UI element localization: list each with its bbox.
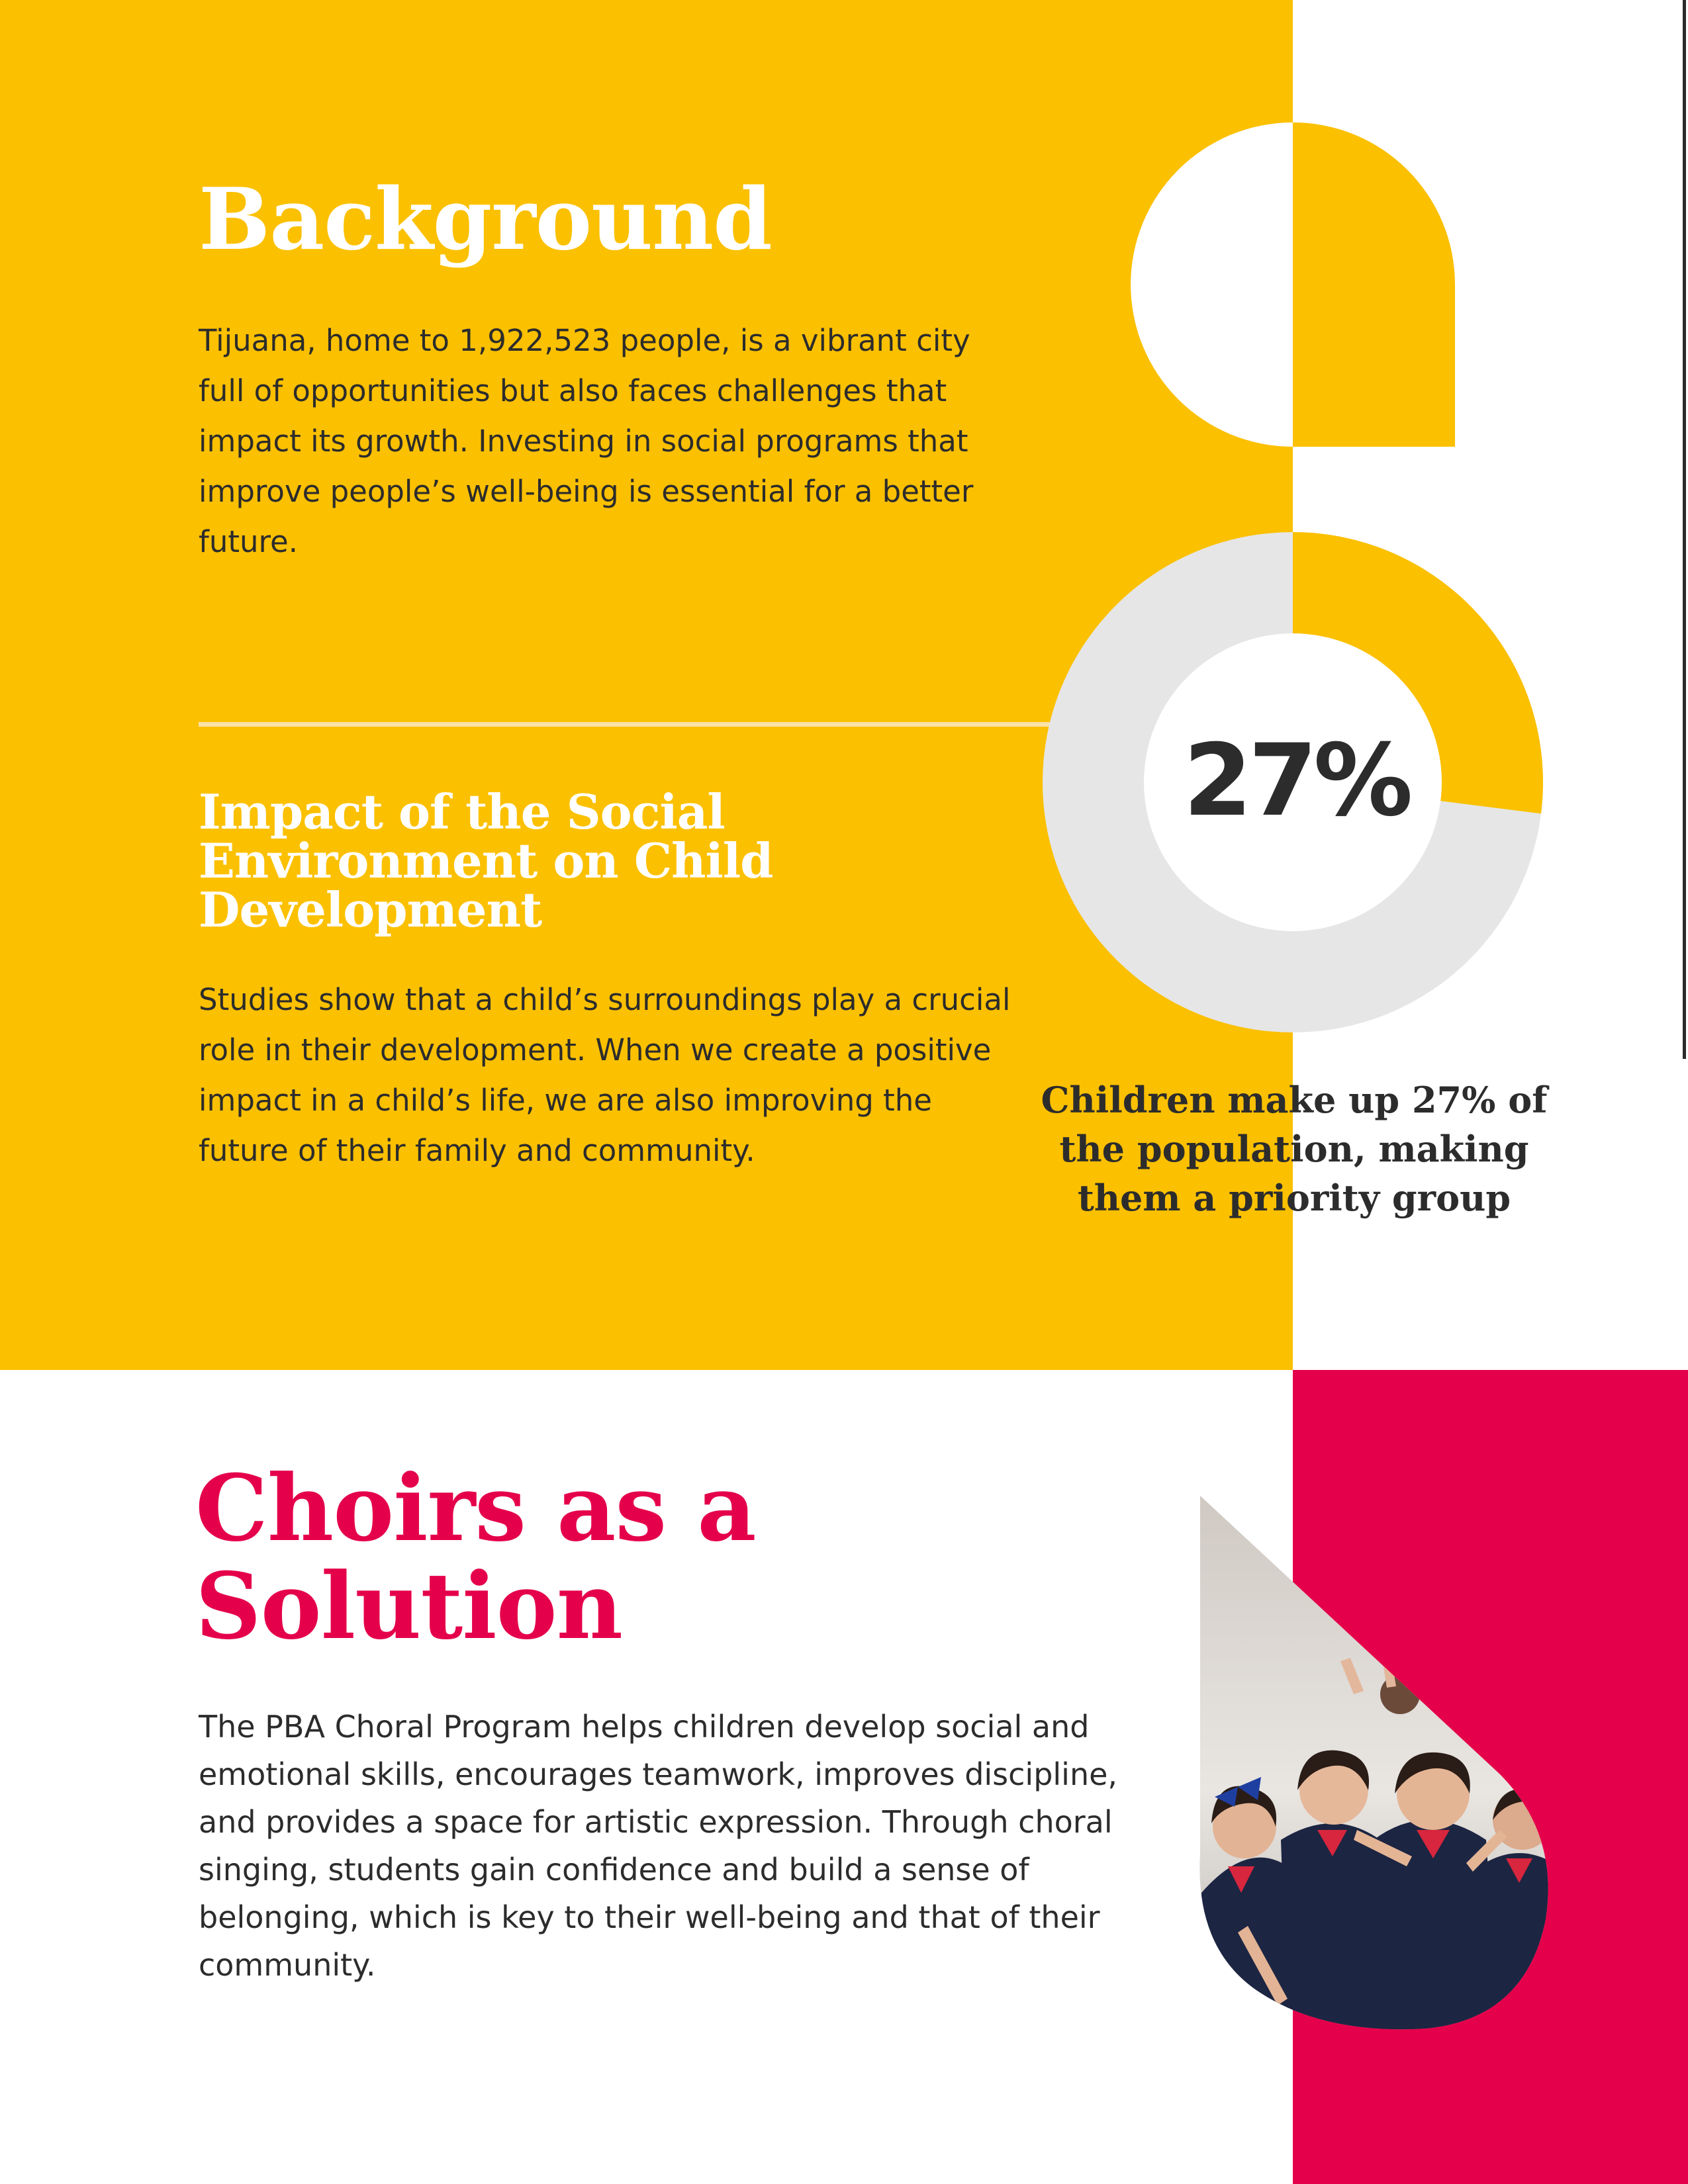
impact-title: Impact of the Social Environment on Child Development: [199, 784, 773, 938]
arch-white-half: [1131, 122, 1293, 447]
arch-decoration: [1129, 122, 1460, 447]
choirs-title: Choirs as a Solution: [195, 1454, 756, 1660]
choirs-paragraph: The PBA Choral Program helps children develop social and emotional skills, encourages teamwork, improves discipline, and provides a space for artistic expression. Through choral singing, students gain confidence and build a sense of belonging, which is key to their well-being and that of their community.: [199, 1709, 1118, 1983]
choir-children-photo: [1188, 1496, 1559, 2032]
background-paragraph: Tijuana, home to 1,922,523 people, is a vibrant city full of opportunities but also faces challenges that impact its growth. Investing in social programs that improve people’s well-being is essential for a better future.: [199, 323, 974, 559]
percentage-label: 27%: [1183, 723, 1409, 839]
section-divider: [199, 722, 1066, 727]
background-title: Background: [199, 170, 772, 269]
impact-paragraph: Studies show that a child’s surroundings play a crucial role in their development. When we create a positive impact in a child’s life, we are also improving the future of their family and community.: [199, 982, 1011, 1168]
statistic-caption: Children make up 27% of the population, making them a priority group: [1041, 1079, 1548, 1219]
arch-yellow-half: [1293, 122, 1455, 447]
page-edge-rule: [1683, 0, 1686, 1059]
